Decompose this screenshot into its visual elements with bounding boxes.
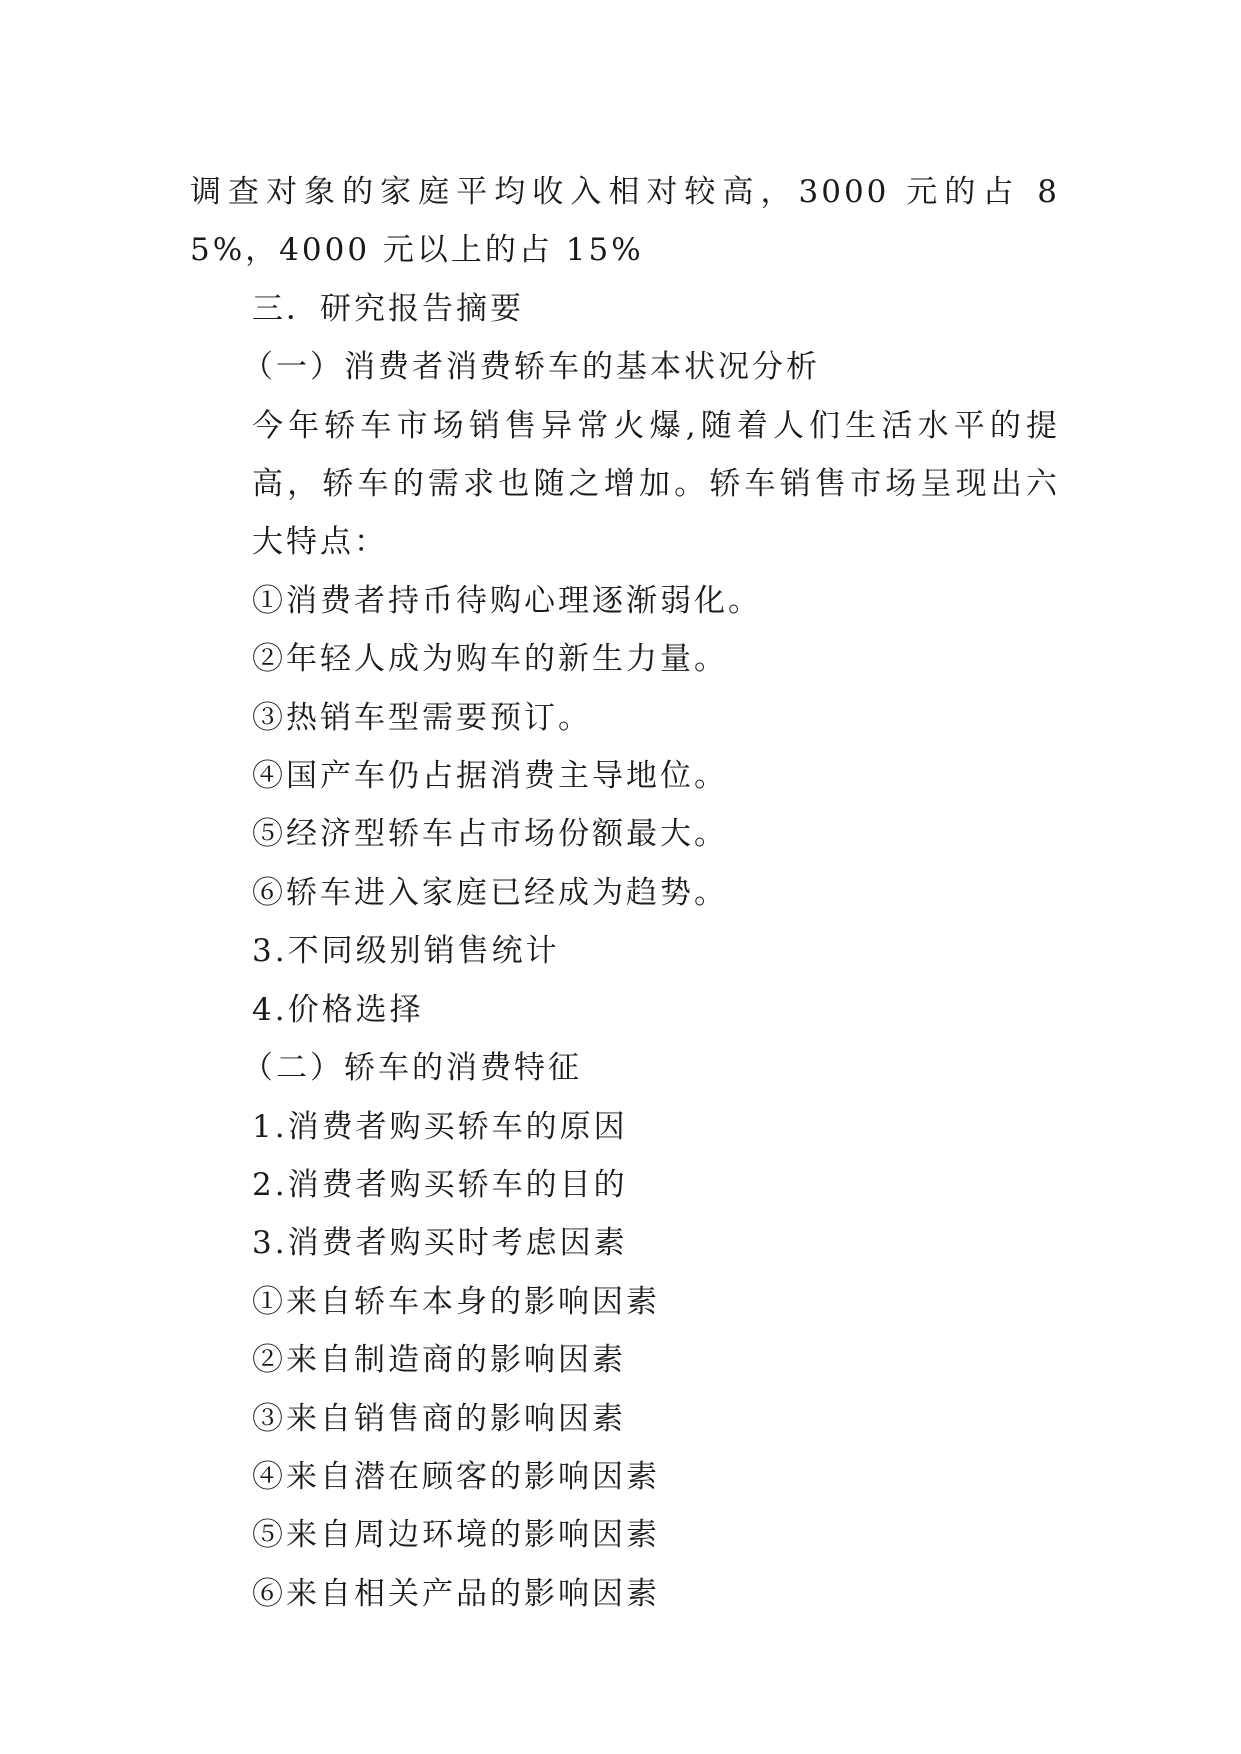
list-item-factor-4: ④来自潜在顾客的影响因素 xyxy=(252,1458,660,1495)
list-item-feature-5: ⑤经济型轿车占市场份额最大。 xyxy=(252,816,728,853)
list-item-factor-5: ⑤来自周边环境的影响因素 xyxy=(252,1517,660,1554)
list-item-purchase-purpose: 2.消费者购买轿车的目的 xyxy=(252,1166,628,1203)
list-item-factor-3: ③来自销售商的影响因素 xyxy=(252,1400,626,1437)
list-item-factor-1: ①来自轿车本身的影响因素 xyxy=(252,1283,660,1320)
list-item-factor-6: ⑥来自相关产品的影响因素 xyxy=(252,1575,660,1612)
subsection-heading-consumption-features: （二）轿车的消费特征 xyxy=(242,1050,582,1087)
paragraph-market-overview: 今年轿车市场销售异常火爆,随着人们生活水平的提高，轿车的需求也随之增加。轿车销售市场呈现出六大特点： xyxy=(252,407,1060,561)
list-item-feature-3: ③热销车型需要预订。 xyxy=(252,699,592,736)
list-item-purchase-reason: 1.消费者购买轿车的原因 xyxy=(252,1108,628,1145)
list-item-sales-statistics: 3.不同级别销售统计 xyxy=(252,933,560,970)
list-item-purchase-factors: 3.消费者购买时考虑因素 xyxy=(252,1225,628,1262)
list-item-feature-4: ④国产车仍占据消费主导地位。 xyxy=(252,758,728,795)
list-item-price-choice: 4.价格选择 xyxy=(252,991,424,1028)
document-body xyxy=(190,163,1060,1623)
list-item-feature-1: ①消费者持币待购心理逐渐弱化。 xyxy=(252,582,762,619)
subsection-heading-basic-analysis: （一）消费者消费轿车的基本状况分析 xyxy=(242,349,820,386)
list-item-feature-2: ②年轻人成为购车的新生力量。 xyxy=(252,641,728,678)
list-item-feature-6: ⑥轿车进入家庭已经成为趋势。 xyxy=(252,874,728,911)
list-item-factor-2: ②来自制造商的影响因素 xyxy=(252,1342,626,1379)
paragraph-income-survey: 调查对象的家庭平均收入相对较高，3000 元的占 85%，4000 元以上的占 15% xyxy=(190,174,1060,269)
section-heading-report-summary: 三．研究报告摘要 xyxy=(252,290,524,327)
